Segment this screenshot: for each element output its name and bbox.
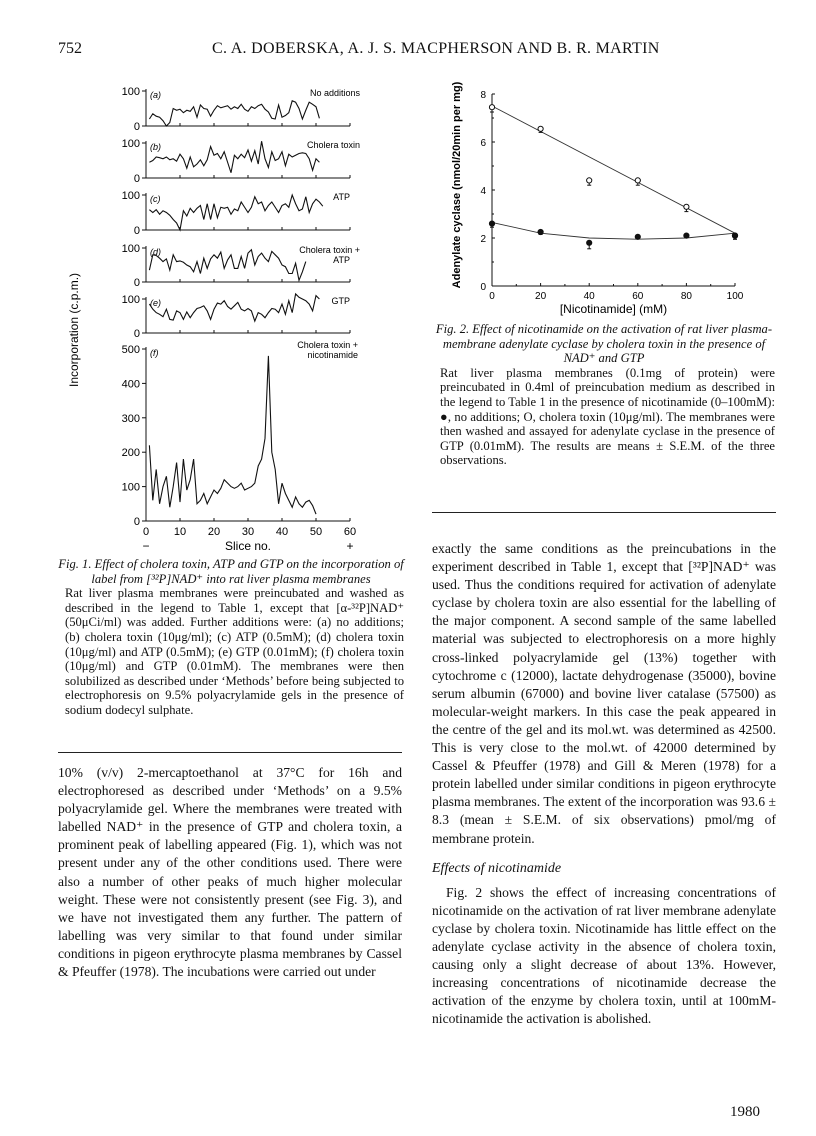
right-column-paragraph-1: exactly the same conditions as the preincubations in the experiment described in Table 1, except that [³²P]NAD⁺ was used. Thus the conditions required for activation of adenylate cyclase by cholera toxin are also essential for the labelling of the major component. A second sample of the same labelled material was subjected to electrophoresis on a more highly cross-linked polyacrylamide gel (13%) together with cytochrome c (12000), lactate dehydrogenase (35000), bovine serum albumin (67000) and bovine liver catalase (57500) as molecular-weight markers. In this case the peak appeared in the centre of the gel and its mol.wt. was determined as 42500. This is very close to the mol.wt. of 42000 determined by Cassel & Pfeuffer (1978) and Gill & Meren (1978) for a protein labelled under similar conditions in pigeon erythrocyte plasma membranes. The extent of the incorporation was 93.6 ± 8.3 (mean ± S.E.M. of six observations) pmol/mg of membrane protein. xyxy=(432,541,776,846)
section-heading: Effects of nicotinamide xyxy=(432,860,562,876)
panel-tag: (f) xyxy=(150,348,159,358)
y-tick-label: 0 xyxy=(480,282,486,293)
x-tick-label: 40 xyxy=(275,526,289,538)
panel-label: ATP xyxy=(333,192,350,202)
right-divider xyxy=(432,512,776,513)
x-tick-label: 50 xyxy=(309,526,323,538)
trace-d xyxy=(149,250,305,281)
data-point-cholera-toxin xyxy=(635,178,640,183)
figure-2-caption-body: Rat liver plasma membranes (0.1mg of protein) were preincubated in 0.4ml of preincubation medium as described in the legend to Table 1 in the presence of nicotinamide (0–100mM): ●, no additions; O, cholera toxin (10μg/ml). The membranes were then washed and assayed for adenylate cyclase in the presence of GTP (0.01mM). The results are means ± S.E.M. of the three observations. xyxy=(440,365,775,468)
panel-label: nicotinamide xyxy=(307,350,358,360)
panel-label: Cholera toxin + xyxy=(299,245,360,255)
x-axis-title: Slice no. xyxy=(224,539,272,553)
fit-line-cholera-toxin xyxy=(492,106,735,233)
figure-2-caption xyxy=(433,322,775,468)
page-number: 752 xyxy=(58,40,82,57)
data-point-cholera-toxin xyxy=(684,204,689,209)
y-tick-label: 100 xyxy=(121,86,140,98)
y-tick-label: 400 xyxy=(121,378,140,391)
y-tick-label: 0 xyxy=(133,277,140,289)
y-axis-title: Adenylate cyclase (nmol/20min per mg) xyxy=(451,81,463,289)
y-tick-label: 100 xyxy=(121,243,140,255)
panel-label: Cholera toxin xyxy=(306,140,360,150)
data-point-no-additions xyxy=(732,233,737,238)
y-tick-label: 0 xyxy=(133,328,140,340)
y-tick-label: 0 xyxy=(133,516,140,528)
y-tick-label: 300 xyxy=(121,412,140,425)
panel-tag: (b) xyxy=(150,142,161,152)
y-tick-label: 100 xyxy=(121,190,140,202)
panel-label: Cholera toxin + xyxy=(297,340,358,350)
trace-b xyxy=(149,141,319,173)
right-column-paragraph-2: Fig. 2 shows the effect of increasing concentrations of nicotinamide on the activation of rat liver membrane adenylate cyclase by cholera toxin. Nicotinamide has little effect on the adenylate cyclase activity in the absence of cholera toxin, causing only a slight decrease of about 13%. However, increasing concentrations of nicotinamide decrease the activation of the enzyme by cholera toxin, until at 100mM-nicotinamide the activation is abolished. xyxy=(432,884,776,1027)
x-tick-label: 30 xyxy=(241,526,255,538)
data-point-no-additions xyxy=(538,229,543,234)
data-point-no-additions xyxy=(587,240,592,245)
y-tick-label: 8 xyxy=(480,90,486,101)
anode-sign: + xyxy=(346,539,354,553)
figure-1-caption xyxy=(58,557,404,718)
left-column-text: 10% (v/v) 2-mercaptoethanol at 37°C for 16h and electrophoresed as described under ‘Methods’ on a 9.5% polyacrylamide gel. Where the membranes were treated with labelled NAD⁺ in the presence of GTP and cholera toxin, a prominent peak of labelling appeared (Fig. 1), which was not present under any of the other conditions used. There were also a number of other peaks of much higher molecular weight. These were not consistently present (see Fig. 3), and we have not investigated them any further. The pattern of labelling was very similar to that found under similar conditions in pigeon erythrocyte plasma membranes by Cassel & Pfeuffer (1978). The incubations were carried out under xyxy=(58,765,402,980)
trace-e xyxy=(149,294,319,321)
figure-1-caption-title: Fig. 1. Effect of cholera toxin, ATP and GTP on the incorporation of label from [³²P]NAD⁺ into rat liver plasma membranes xyxy=(58,557,404,586)
y-tick-label: 4 xyxy=(480,186,486,197)
trace-f xyxy=(149,356,316,514)
y-tick-label: 100 xyxy=(121,294,140,306)
panel-label: ATP xyxy=(333,255,350,265)
data-point-no-additions xyxy=(684,233,689,238)
panel-tag: (e) xyxy=(150,298,161,308)
x-tick-label: 80 xyxy=(680,291,692,302)
panel-tag: (d) xyxy=(150,247,161,257)
right-column xyxy=(432,540,776,1028)
left-divider xyxy=(58,752,402,753)
x-tick-label: 20 xyxy=(207,526,221,538)
cathode-sign: − xyxy=(142,539,150,553)
figure-2-chart xyxy=(440,80,760,320)
y-tick-label: 6 xyxy=(480,138,486,149)
x-axis-title: [Nicotinamide] (mM) xyxy=(559,302,668,316)
figure-1-chart xyxy=(60,80,400,556)
trace-c xyxy=(149,195,322,230)
x-tick-label: 10 xyxy=(173,526,187,538)
panel-label: GTP xyxy=(331,296,350,306)
data-point-cholera-toxin xyxy=(538,126,543,131)
y-tick-label: 500 xyxy=(121,344,140,356)
data-point-no-additions xyxy=(635,234,640,239)
x-tick-label: 100 xyxy=(726,291,744,302)
y-tick-label: 100 xyxy=(121,138,140,150)
x-tick-label: 40 xyxy=(583,291,595,302)
x-tick-label: 60 xyxy=(632,291,644,302)
x-tick-label: 20 xyxy=(535,291,547,302)
y-tick-label: 100 xyxy=(121,481,140,494)
y-tick-label: 0 xyxy=(133,121,140,133)
running-header-authors: C. A. DOBERSKA, A. J. S. MACPHERSON AND B. R. MARTIN xyxy=(212,40,660,57)
data-point-no-additions xyxy=(489,221,494,226)
x-tick-label: 60 xyxy=(343,526,357,538)
y-axis-title: Incorporation (c.p.m.) xyxy=(67,272,81,388)
fit-line-no-additions xyxy=(492,222,735,239)
figure-2-caption-title: Fig. 2. Effect of nicotinamide on the activation of rat liver plasma-membrane adenylate cyclase by cholera toxin in the presence of NAD⁺ and GTP xyxy=(435,322,773,366)
y-tick-label: 200 xyxy=(121,447,140,460)
y-tick-label: 0 xyxy=(133,225,140,237)
panel-tag: (a) xyxy=(150,90,161,100)
footer-year: 1980 xyxy=(730,1104,760,1120)
data-point-cholera-toxin xyxy=(489,105,494,110)
y-tick-label: 2 xyxy=(480,234,486,245)
y-tick-label: 0 xyxy=(133,173,140,185)
panel-tag: (c) xyxy=(150,194,161,204)
x-tick-label: 0 xyxy=(142,526,150,538)
figure-1-caption-body: Rat liver plasma membranes were preincubated and washed as described in the legend to Table 1, except that [α-³²P]NAD⁺ (50μCi/ml) was added. Further additions were: (a) no additions; (b) cholera toxin (10μg/ml); (c) ATP (0.5mM); (d) cholera toxin (10μg/ml) and ATP (0.5mM); (e) GTP (0.01mM); (f) cholera toxin (10μg/ml) and GTP (0.01mM). The membranes were then solubilized as described under ‘Methods’ before being subjected to electrophoresis on 9.5% polyacrylamide gels in the presence of sodium dodecyl sulphate. xyxy=(65,586,404,717)
panel-label: No additions xyxy=(309,88,360,98)
data-point-cholera-toxin xyxy=(587,178,592,183)
trace-a xyxy=(149,101,319,126)
x-tick-label: 0 xyxy=(489,291,495,302)
